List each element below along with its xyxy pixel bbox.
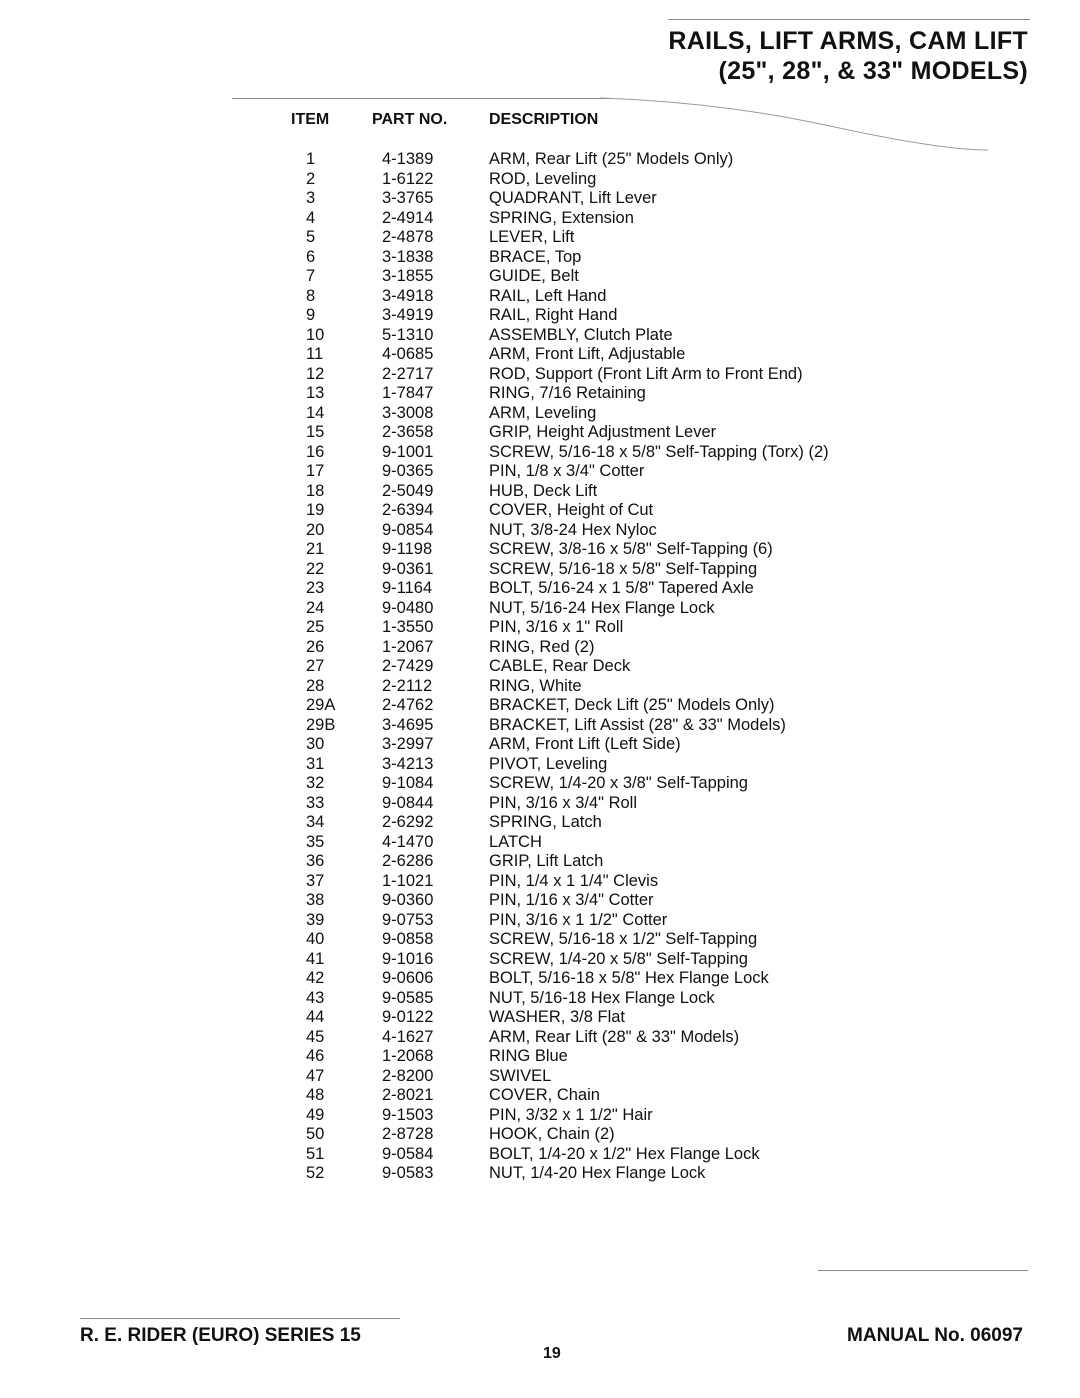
parts-row — [0, 735, 1080, 755]
parts-row — [0, 950, 1080, 970]
part-description: SPRING, Extension — [489, 208, 634, 227]
parts-row — [0, 345, 1080, 365]
page-title — [668, 26, 1028, 86]
parts-row — [0, 248, 1080, 268]
item-number: 51 — [306, 1144, 325, 1163]
parts-row — [0, 423, 1080, 443]
parts-row — [0, 326, 1080, 346]
part-number: 3-4213 — [382, 754, 434, 773]
part-number: 9-0365 — [382, 462, 434, 480]
parts-row — [0, 716, 1080, 736]
part-number: 9-1198 — [382, 540, 433, 558]
part-number: 2-8021 — [382, 1086, 434, 1104]
parts-row — [0, 891, 1080, 911]
item-number: 3 — [306, 189, 316, 207]
parts-row — [0, 1125, 1080, 1145]
part-description: SCREW, 5/16-18 x 5/8" Self-Tapping (Torx) (2) — [489, 442, 829, 461]
part-description: BOLT, 5/16-24 x 1 5/8" Tapered Axle — [489, 579, 754, 597]
part-number: 4-1389 — [382, 150, 434, 168]
part-description: BOLT, 1/4-20 x 1/2" Hex Flange Lock — [489, 1144, 760, 1163]
part-description: PIN, 1/8 x 3/4" Cotter — [489, 462, 645, 480]
item-number: 28 — [306, 676, 325, 695]
manual-number: MANUAL No. 06097 — [847, 1325, 1023, 1346]
part-description: ROD, Leveling — [489, 169, 597, 188]
parts-row — [0, 404, 1080, 424]
part-number: 3-2997 — [382, 735, 434, 753]
item-number: 10 — [306, 325, 325, 344]
parts-row — [0, 1008, 1080, 1028]
part-number: 2-6292 — [382, 813, 434, 831]
parts-row — [0, 1145, 1080, 1165]
item-number: 11 — [306, 345, 324, 363]
part-description: ARM, Front Lift (Left Side) — [489, 735, 681, 753]
item-number: 46 — [306, 1047, 325, 1065]
part-number: 9-0606 — [382, 969, 434, 987]
part-description: ROD, Support (Front Lift Arm to Front End) — [489, 364, 803, 383]
item-number: 14 — [306, 403, 325, 422]
part-description: SWIVEL — [489, 1066, 552, 1085]
part-description: RAIL, Right Hand — [489, 306, 618, 324]
part-description: NUT, 5/16-18 Hex Flange Lock — [489, 988, 715, 1007]
part-description: LEVER, Lift — [489, 228, 575, 246]
item-number: 25 — [306, 618, 325, 636]
part-number: 3-1838 — [382, 247, 434, 266]
part-number: 9-0583 — [382, 1164, 434, 1182]
part-description: PIN, 3/16 x 3/4" Roll — [489, 793, 638, 812]
item-number: 32 — [306, 774, 325, 792]
part-number: 9-0360 — [382, 891, 434, 909]
part-number: 9-0480 — [382, 598, 434, 617]
header-description: DESCRIPTION — [489, 111, 599, 128]
page-title-line1: RAILS, LIFT ARMS, CAM LIFT — [668, 27, 1028, 55]
part-number: 2-7429 — [382, 657, 434, 675]
item-number: 20 — [306, 520, 325, 539]
part-number: 2-4914 — [382, 208, 434, 227]
part-description: NUT, 5/16-24 Hex Flange Lock — [489, 598, 715, 617]
item-number: 40 — [306, 930, 325, 948]
item-number: 15 — [306, 423, 325, 441]
parts-row — [0, 794, 1080, 814]
parts-row — [0, 560, 1080, 580]
item-number: 34 — [306, 813, 325, 831]
parts-row — [0, 462, 1080, 482]
item-number: 43 — [306, 988, 325, 1007]
parts-row — [0, 1047, 1080, 1067]
item-number: 17 — [306, 462, 325, 480]
parts-row — [0, 774, 1080, 794]
part-number: 9-0854 — [382, 520, 434, 539]
item-number: 35 — [306, 832, 325, 851]
part-description: GUIDE, Belt — [489, 267, 579, 285]
parts-row — [0, 911, 1080, 931]
item-number: 48 — [306, 1086, 325, 1104]
part-description: HUB, Deck Lift — [489, 481, 598, 500]
item-number: 26 — [306, 637, 325, 656]
parts-row — [0, 501, 1080, 521]
parts-row — [0, 209, 1080, 229]
part-number: 3-4918 — [382, 286, 434, 305]
item-number: 42 — [306, 969, 325, 987]
parts-row — [0, 443, 1080, 463]
parts-row — [0, 579, 1080, 599]
part-description: COVER, Chain — [489, 1086, 600, 1104]
part-description: BOLT, 5/16-18 x 5/8" Hex Flange Lock — [489, 969, 769, 987]
item-number: 7 — [306, 267, 316, 285]
part-description: SPRING, Latch — [489, 813, 602, 831]
item-number: 31 — [306, 754, 325, 773]
item-number: 4 — [306, 208, 316, 227]
part-number: 3-4695 — [382, 715, 434, 734]
part-number: 1-1021 — [382, 871, 434, 890]
parts-row — [0, 365, 1080, 385]
item-number: 16 — [306, 442, 325, 461]
parts-row — [0, 189, 1080, 209]
item-number: 33 — [306, 793, 325, 812]
item-number: 29A — [306, 696, 336, 714]
part-description: CABLE, Rear Deck — [489, 657, 631, 675]
item-number: 49 — [306, 1105, 325, 1124]
header-item: ITEM — [291, 111, 330, 128]
part-description: RING, 7/16 Retaining — [489, 384, 646, 402]
parts-row — [0, 384, 1080, 404]
parts-list — [0, 150, 1080, 1184]
parts-row — [0, 150, 1080, 170]
top-rule — [668, 19, 1030, 20]
part-number: 2-6286 — [382, 852, 434, 870]
parts-row — [0, 657, 1080, 677]
item-number: 44 — [306, 1008, 325, 1026]
parts-row — [0, 852, 1080, 872]
part-description: NUT, 3/8-24 Hex Nyloc — [489, 520, 657, 539]
item-number: 39 — [306, 910, 325, 929]
part-description: SCREW, 5/16-18 x 1/2" Self-Tapping — [489, 930, 758, 948]
parts-row — [0, 228, 1080, 248]
part-number: 1-7847 — [382, 384, 434, 402]
parts-row — [0, 755, 1080, 775]
parts-row — [0, 1164, 1080, 1184]
part-description: RING, Red (2) — [489, 637, 595, 656]
item-number: 36 — [306, 852, 325, 870]
parts-row — [0, 267, 1080, 287]
item-number: 5 — [306, 228, 316, 246]
part-number: 3-3765 — [382, 189, 434, 207]
part-description: NUT, 1/4-20 Hex Flange Lock — [489, 1164, 706, 1182]
item-number: 41 — [306, 949, 325, 968]
part-description: RING Blue — [489, 1047, 568, 1065]
part-number: 3-4919 — [382, 306, 434, 324]
part-number: 2-2112 — [382, 676, 433, 695]
header-rule — [232, 98, 612, 99]
parts-row — [0, 969, 1080, 989]
part-number: 4-1627 — [382, 1027, 434, 1046]
parts-row — [0, 813, 1080, 833]
item-number: 19 — [306, 501, 325, 519]
part-description: RAIL, Left Hand — [489, 286, 607, 305]
item-number: 45 — [306, 1027, 325, 1046]
parts-row — [0, 287, 1080, 307]
part-description: GRIP, Lift Latch — [489, 852, 604, 870]
item-number: 8 — [306, 286, 316, 305]
part-description: BRACE, Top — [489, 247, 582, 266]
item-number: 50 — [306, 1125, 325, 1143]
part-number: 2-5049 — [382, 481, 434, 500]
part-number: 2-4762 — [382, 696, 434, 714]
parts-row — [0, 696, 1080, 716]
parts-row — [0, 833, 1080, 853]
item-number: 37 — [306, 871, 325, 890]
part-description: LATCH — [489, 832, 542, 851]
part-number: 4-1470 — [382, 832, 434, 851]
part-description: PIN, 3/32 x 1 1/2" Hair — [489, 1105, 653, 1124]
parts-row — [0, 540, 1080, 560]
part-number: 9-1001 — [382, 442, 434, 461]
part-number: 4-0685 — [382, 345, 434, 363]
part-number: 1-2067 — [382, 637, 434, 656]
item-number: 6 — [306, 247, 316, 266]
parts-row — [0, 1106, 1080, 1126]
part-number: 9-0584 — [382, 1144, 434, 1163]
part-number: 9-0844 — [382, 793, 434, 812]
part-description: SCREW, 5/16-18 x 5/8" Self-Tapping — [489, 559, 758, 578]
part-description: GRIP, Height Adjustment Lever — [489, 423, 717, 441]
series-label: R. E. RIDER (EURO) SERIES 15 — [80, 1325, 361, 1346]
part-number: 9-1016 — [382, 949, 434, 968]
part-number: 9-1164 — [382, 579, 433, 597]
parts-row — [0, 638, 1080, 658]
item-number: 22 — [306, 559, 325, 578]
part-number: 9-0122 — [382, 1008, 434, 1026]
item-number: 30 — [306, 735, 325, 753]
part-description: QUADRANT, Lift Lever — [489, 189, 657, 207]
part-description: PIN, 1/4 x 1 1/4" Clevis — [489, 871, 659, 890]
part-description: ARM, Leveling — [489, 403, 597, 422]
part-number: 5-1310 — [382, 325, 434, 344]
part-description: BRACKET, Lift Assist (28" & 33" Models) — [489, 715, 786, 734]
parts-row — [0, 872, 1080, 892]
parts-row — [0, 989, 1080, 1009]
parts-row — [0, 170, 1080, 190]
header-part-no: PART NO. — [372, 111, 448, 128]
part-description: WASHER, 3/8 Flat — [489, 1008, 626, 1026]
parts-row — [0, 1028, 1080, 1048]
item-number: 52 — [306, 1164, 325, 1182]
parts-row — [0, 521, 1080, 541]
part-description: ASSEMBLY, Clutch Plate — [489, 325, 673, 344]
parts-row — [0, 1086, 1080, 1106]
part-number: 9-0361 — [382, 559, 434, 578]
part-description: SCREW, 1/4-20 x 3/8" Self-Tapping — [489, 774, 748, 792]
part-description: PIVOT, Leveling — [489, 754, 608, 773]
footer-rule-left — [80, 1318, 400, 1319]
item-number: 24 — [306, 598, 325, 617]
part-number: 9-1503 — [382, 1105, 434, 1124]
part-number: 2-8200 — [382, 1066, 434, 1085]
item-number: 12 — [306, 364, 325, 383]
item-number: 1 — [306, 150, 316, 168]
item-number: 27 — [306, 657, 325, 675]
part-description: COVER, Height of Cut — [489, 501, 654, 519]
parts-row — [0, 599, 1080, 619]
page-number: 19 — [543, 1345, 561, 1362]
item-number: 18 — [306, 481, 325, 500]
part-description: SCREW, 1/4-20 x 5/8" Self-Tapping — [489, 949, 748, 968]
part-description: PIN, 3/16 x 1" Roll — [489, 618, 624, 636]
part-number: 2-8728 — [382, 1125, 434, 1143]
part-number: 2-4878 — [382, 228, 434, 246]
item-number: 47 — [306, 1066, 325, 1085]
parts-row — [0, 1067, 1080, 1087]
footer-rule-right — [818, 1270, 1028, 1271]
part-number: 9-0585 — [382, 988, 434, 1007]
part-number: 1-2068 — [382, 1047, 434, 1065]
item-number: 38 — [306, 891, 325, 909]
part-number: 1-6122 — [382, 169, 434, 188]
parts-row — [0, 930, 1080, 950]
part-description: ARM, Rear Lift (25" Models Only) — [489, 150, 734, 168]
part-description: PIN, 3/16 x 1 1/2" Cotter — [489, 910, 668, 929]
parts-row — [0, 618, 1080, 638]
parts-row — [0, 677, 1080, 697]
part-description: BRACKET, Deck Lift (25" Models Only) — [489, 696, 775, 714]
part-number: 9-0858 — [382, 930, 434, 948]
part-number: 2-2717 — [382, 364, 434, 383]
parts-row — [0, 306, 1080, 326]
part-number: 9-0753 — [382, 910, 434, 929]
item-number: 23 — [306, 579, 325, 597]
part-description: PIN, 1/16 x 3/4" Cotter — [489, 891, 654, 909]
part-description: RING, White — [489, 676, 582, 695]
part-number: 1-3550 — [382, 618, 434, 636]
part-description: ARM, Front Lift, Adjustable — [489, 345, 686, 363]
part-number: 3-1855 — [382, 267, 434, 285]
header-slant-rule — [600, 96, 990, 156]
item-number: 9 — [306, 306, 316, 324]
item-number: 29B — [306, 715, 336, 734]
part-number: 3-3008 — [382, 403, 434, 422]
part-number: 2-3658 — [382, 423, 434, 441]
part-description: ARM, Rear Lift (28" & 33" Models) — [489, 1027, 740, 1046]
page-title-line2: (25", 28", & 33" MODELS) — [718, 57, 1028, 85]
parts-row — [0, 482, 1080, 502]
item-number: 13 — [306, 384, 325, 402]
item-number: 21 — [306, 540, 325, 558]
item-number: 2 — [306, 169, 316, 188]
part-description: HOOK, Chain (2) — [489, 1125, 615, 1143]
part-description: SCREW, 3/8-16 x 5/8" Self-Tapping (6) — [489, 540, 773, 558]
part-number: 9-1084 — [382, 774, 434, 792]
part-number: 2-6394 — [382, 501, 434, 519]
